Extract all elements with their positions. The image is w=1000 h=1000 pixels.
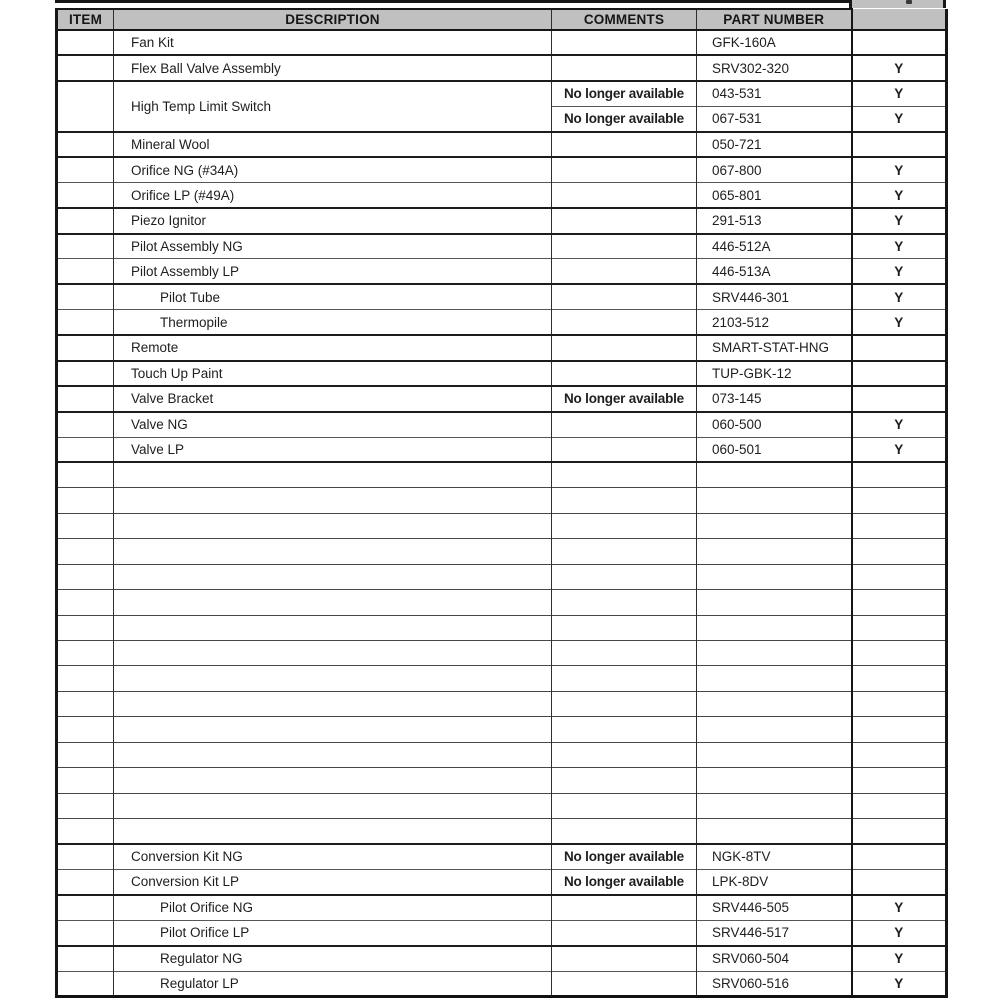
part-number-cell: 067-800 — [697, 157, 852, 182]
comments-cell — [552, 539, 697, 564]
item-cell — [57, 895, 114, 920]
part-number-cell: TUP-GBK-12 — [697, 361, 852, 386]
table-row — [57, 844, 947, 869]
description-cell: Mineral Wool — [114, 132, 552, 157]
item-cell — [57, 793, 114, 818]
item-cell — [57, 259, 114, 284]
description-cell — [114, 615, 552, 640]
part-number-cell: SMART-STAT-HNG — [697, 335, 852, 360]
comments-cell — [552, 691, 697, 716]
item-cell — [57, 81, 114, 132]
item-cell — [57, 437, 114, 462]
part-number-cell — [697, 590, 852, 615]
table-row-empty — [57, 666, 947, 691]
flag-cell — [852, 844, 947, 869]
flag-cell — [852, 666, 947, 691]
comments-cell — [552, 259, 697, 284]
flag-cell — [852, 793, 947, 818]
description-cell — [114, 462, 552, 487]
part-number-cell — [697, 462, 852, 487]
description-cell: Valve NG — [114, 412, 552, 437]
table-row — [57, 183, 947, 208]
comments-cell — [552, 361, 697, 386]
table-row-empty — [57, 742, 947, 767]
table-row-empty — [57, 819, 947, 844]
table-row — [57, 920, 947, 945]
part-number-cell: 050-721 — [697, 132, 852, 157]
part-number-cell: 065-801 — [697, 183, 852, 208]
item-cell — [57, 869, 114, 894]
item-cell — [57, 132, 114, 157]
part-number-cell — [697, 513, 852, 538]
description-cell — [114, 488, 552, 513]
item-cell — [57, 157, 114, 182]
comments-cell — [552, 641, 697, 666]
comments-cell — [552, 768, 697, 793]
description-cell: Pilot Orifice NG — [114, 895, 552, 920]
comments-cell — [552, 55, 697, 80]
comments-cell — [552, 30, 697, 55]
flag-cell — [852, 564, 947, 589]
description-cell: Pilot Assembly LP — [114, 259, 552, 284]
part-number-cell — [697, 488, 852, 513]
table-row-empty — [57, 641, 947, 666]
item-cell — [57, 615, 114, 640]
item-cell — [57, 310, 114, 335]
table-row — [57, 259, 947, 284]
comments-cell — [552, 920, 697, 945]
flag-cell — [852, 768, 947, 793]
table-row-empty — [57, 615, 947, 640]
part-number-cell — [697, 793, 852, 818]
item-cell — [57, 717, 114, 742]
table-row — [57, 437, 947, 462]
table-row — [57, 335, 947, 360]
table-row-empty — [57, 768, 947, 793]
comments-cell — [552, 666, 697, 691]
flag-cell: Y — [852, 81, 947, 106]
table-row — [57, 386, 947, 411]
comments-cell: No longer available — [552, 844, 697, 869]
description-cell: Fan Kit — [114, 30, 552, 55]
part-number-cell: 060-500 — [697, 412, 852, 437]
table-row-empty — [57, 691, 947, 716]
comments-cell: No longer available — [552, 869, 697, 894]
table-row-empty — [57, 488, 947, 513]
description-cell: Pilot Orifice LP — [114, 920, 552, 945]
flag-cell: Y — [852, 412, 947, 437]
description-cell: Flex Ball Valve Assembly — [114, 55, 552, 80]
comments-cell — [552, 590, 697, 615]
item-cell — [57, 412, 114, 437]
item-cell — [57, 641, 114, 666]
comments-cell — [552, 412, 697, 437]
part-number-cell: SRV060-516 — [697, 971, 852, 996]
item-cell — [57, 488, 114, 513]
flag-cell — [852, 590, 947, 615]
table-row — [57, 361, 947, 386]
flag-cell — [852, 488, 947, 513]
part-number-cell-highlighted: SRV446-517 — [697, 920, 852, 945]
part-number-cell: 073-145 — [697, 386, 852, 411]
cut-off-top-border — [55, 0, 851, 3]
table-row — [57, 208, 947, 233]
part-number-cell: SRV060-504 — [697, 946, 852, 971]
part-number-cell: 446-512A — [697, 234, 852, 259]
flag-cell — [852, 513, 947, 538]
table-row — [57, 412, 947, 437]
flag-cell — [852, 641, 947, 666]
description-cell — [114, 513, 552, 538]
item-cell — [57, 234, 114, 259]
comments-cell — [552, 284, 697, 309]
item-cell — [57, 539, 114, 564]
table-row — [57, 310, 947, 335]
comments-cell — [552, 793, 697, 818]
item-cell — [57, 590, 114, 615]
description-cell — [114, 742, 552, 767]
part-number-cell: LPK-8DV — [697, 869, 852, 894]
flag-cell: Y — [852, 946, 947, 971]
item-cell — [57, 361, 114, 386]
flag-cell — [852, 717, 947, 742]
item-cell — [57, 386, 114, 411]
flag-cell — [852, 462, 947, 487]
flag-cell — [852, 361, 947, 386]
comments-cell: No longer available — [552, 81, 697, 106]
comments-cell — [552, 437, 697, 462]
table-row — [57, 157, 947, 182]
comments-cell — [552, 462, 697, 487]
table-row-empty — [57, 590, 947, 615]
comments-cell — [552, 895, 697, 920]
item-cell — [57, 513, 114, 538]
item-cell — [57, 284, 114, 309]
description-cell: Valve Bracket — [114, 386, 552, 411]
table-row-empty — [57, 462, 947, 487]
part-number-cell: GFK-160A — [697, 30, 852, 55]
description-cell: Regulator NG — [114, 946, 552, 971]
table-row-empty — [57, 793, 947, 818]
item-cell — [57, 462, 114, 487]
item-cell — [57, 335, 114, 360]
part-number-cell — [697, 539, 852, 564]
description-cell: High Temp Limit Switch — [114, 81, 552, 132]
comments-cell — [552, 819, 697, 844]
description-cell: Regulator LP — [114, 971, 552, 996]
comments-cell — [552, 717, 697, 742]
table-row-empty — [57, 564, 947, 589]
header-flag-column — [852, 9, 947, 30]
part-number-cell: 067-531 — [697, 106, 852, 131]
description-cell — [114, 564, 552, 589]
part-number-cell: 2103-512 — [697, 310, 852, 335]
description-cell: Pilot Assembly NG — [114, 234, 552, 259]
flag-cell — [852, 819, 947, 844]
flag-cell — [852, 335, 947, 360]
flag-cell — [852, 742, 947, 767]
description-cell: Piezo Ignitor — [114, 208, 552, 233]
item-cell — [57, 920, 114, 945]
header-item: ITEM — [57, 9, 114, 30]
table-row — [57, 971, 947, 996]
part-number-cell: 043-531 — [697, 81, 852, 106]
part-number-cell — [697, 615, 852, 640]
flag-cell: Y — [852, 895, 947, 920]
item-cell — [57, 742, 114, 767]
comments-cell — [552, 971, 697, 996]
description-cell — [114, 590, 552, 615]
comments-cell: No longer available — [552, 106, 697, 131]
part-number-cell — [697, 564, 852, 589]
comments-cell: No longer available — [552, 386, 697, 411]
comments-cell — [552, 208, 697, 233]
part-number-cell: 060-501 — [697, 437, 852, 462]
comments-cell — [552, 615, 697, 640]
description-cell — [114, 793, 552, 818]
part-number-cell — [697, 666, 852, 691]
comments-cell — [552, 157, 697, 182]
flag-cell — [852, 691, 947, 716]
flag-cell: Y — [852, 284, 947, 309]
parts-table — [55, 8, 948, 998]
description-cell — [114, 819, 552, 844]
item-cell — [57, 768, 114, 793]
flag-cell — [852, 539, 947, 564]
description-cell: Remote — [114, 335, 552, 360]
item-cell — [57, 946, 114, 971]
item-cell — [57, 55, 114, 80]
comments-cell — [552, 183, 697, 208]
item-cell — [57, 971, 114, 996]
item-cell — [57, 208, 114, 233]
item-cell — [57, 666, 114, 691]
flag-cell — [852, 869, 947, 894]
table-row — [57, 869, 947, 894]
table-row — [57, 81, 947, 106]
description-cell: Valve LP — [114, 437, 552, 462]
description-cell — [114, 691, 552, 716]
item-cell — [57, 564, 114, 589]
header-description: DESCRIPTION — [114, 9, 552, 30]
description-cell — [114, 717, 552, 742]
item-cell — [57, 691, 114, 716]
part-number-cell: 291-513 — [697, 208, 852, 233]
description-cell — [114, 666, 552, 691]
flag-cell: Y — [852, 971, 947, 996]
flag-cell — [852, 132, 947, 157]
table-row — [57, 946, 947, 971]
part-number-cell-highlighted: SRV446-301 — [697, 284, 852, 309]
table-row — [57, 30, 947, 55]
description-cell — [114, 641, 552, 666]
part-number-cell — [697, 819, 852, 844]
flag-cell: Y — [852, 157, 947, 182]
flag-cell: Y — [852, 437, 947, 462]
description-cell — [114, 768, 552, 793]
part-number-cell: SRV302-320 — [697, 55, 852, 80]
flag-cell: Y — [852, 259, 947, 284]
table-row — [57, 284, 947, 309]
comments-cell — [552, 132, 697, 157]
header-part-number: PART NUMBER — [697, 9, 852, 30]
part-number-cell-highlighted: SRV446-505 — [697, 895, 852, 920]
part-number-cell — [697, 641, 852, 666]
table-row — [57, 234, 947, 259]
comments-cell — [552, 564, 697, 589]
cut-off-header-text-mark — [906, 0, 912, 4]
flag-cell: Y — [852, 55, 947, 80]
description-cell: Orifice LP (#49A) — [114, 183, 552, 208]
comments-cell — [552, 742, 697, 767]
description-cell: Touch Up Paint — [114, 361, 552, 386]
description-cell: Conversion Kit LP — [114, 869, 552, 894]
table-row-empty — [57, 717, 947, 742]
part-number-cell — [697, 768, 852, 793]
table-row — [57, 55, 947, 80]
part-number-cell: 446-513A — [697, 259, 852, 284]
flag-cell — [852, 30, 947, 55]
comments-cell — [552, 513, 697, 538]
part-number-cell — [697, 742, 852, 767]
item-cell — [57, 183, 114, 208]
table-row — [57, 895, 947, 920]
table-row-empty — [57, 513, 947, 538]
description-cell: Conversion Kit NG — [114, 844, 552, 869]
header-comments: COMMENTS — [552, 9, 697, 30]
flag-cell: Y — [852, 208, 947, 233]
description-cell — [114, 539, 552, 564]
flag-cell: Y — [852, 106, 947, 131]
flag-cell: Y — [852, 310, 947, 335]
flag-cell: Y — [852, 234, 947, 259]
flag-cell: Y — [852, 920, 947, 945]
table-row-empty — [57, 539, 947, 564]
item-cell — [57, 819, 114, 844]
description-cell: Thermopile — [114, 310, 552, 335]
comments-cell — [552, 946, 697, 971]
part-number-cell — [697, 691, 852, 716]
comments-cell — [552, 335, 697, 360]
table-row — [57, 132, 947, 157]
part-number-cell: NGK-8TV — [697, 844, 852, 869]
item-cell — [57, 30, 114, 55]
part-number-cell — [697, 717, 852, 742]
description-cell: Pilot Tube — [114, 284, 552, 309]
flag-cell: Y — [852, 183, 947, 208]
comments-cell — [552, 488, 697, 513]
comments-cell — [552, 234, 697, 259]
table-header-row — [57, 9, 947, 30]
flag-cell — [852, 386, 947, 411]
comments-cell — [552, 310, 697, 335]
flag-cell — [852, 615, 947, 640]
item-cell — [57, 844, 114, 869]
description-cell: Orifice NG (#34A) — [114, 157, 552, 182]
